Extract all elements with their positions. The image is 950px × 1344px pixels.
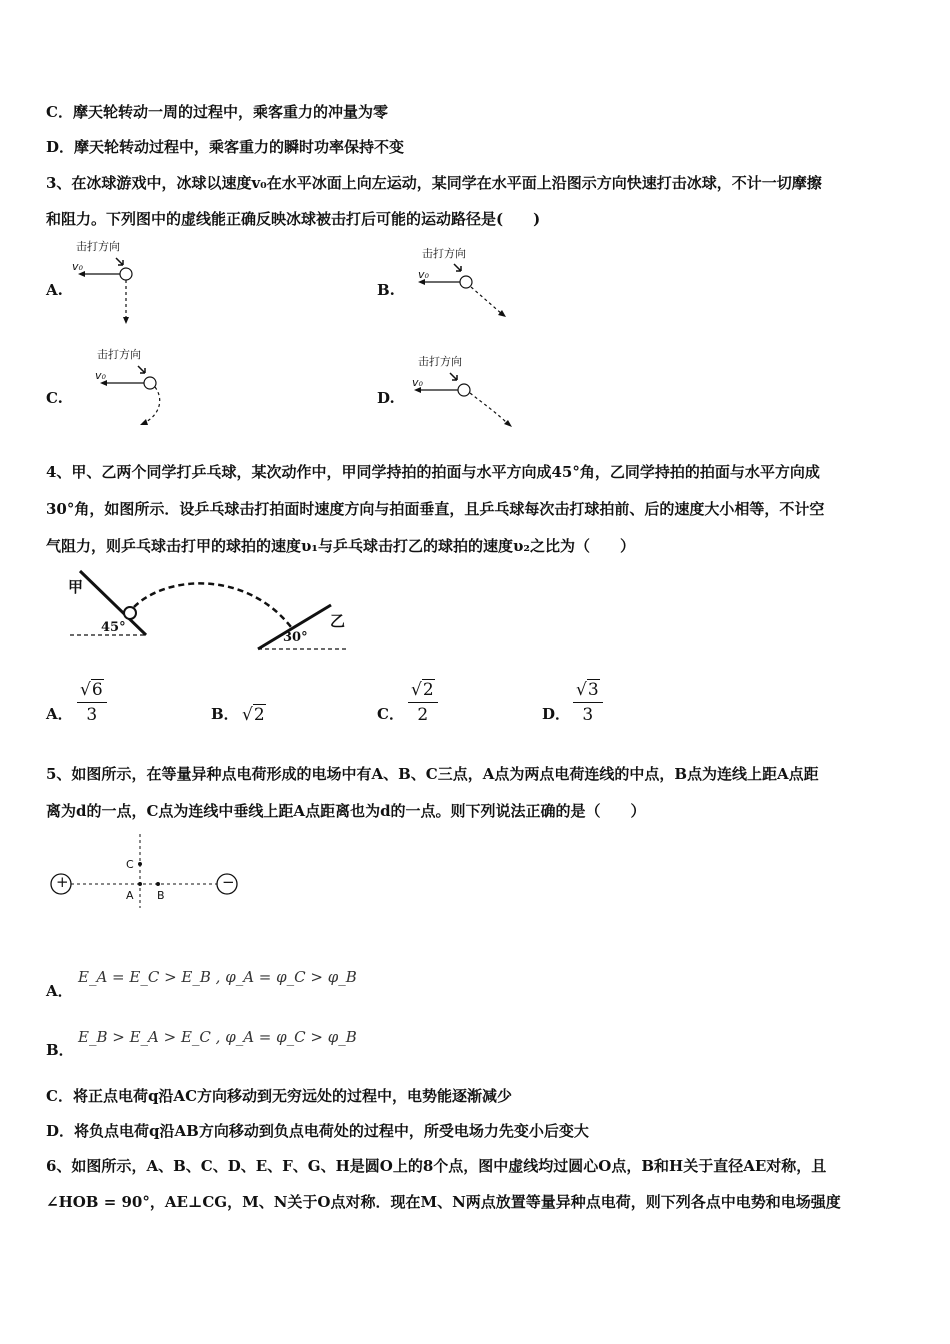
q4-option-c-den: 2 <box>417 705 429 725</box>
q5-charge-diagram <box>46 830 246 910</box>
q5-option-c: C．将正点电荷q沿AC方向移动到无穷远处的过程中，电势能逐渐减少 <box>46 1087 513 1105</box>
q2-option-d: D．摩天轮转动过程中，乘客重力的瞬时功率保持不变 <box>46 138 405 156</box>
q4-fig-45: 45° <box>101 620 126 635</box>
q4-option-c-num: 2 <box>422 680 434 700</box>
q4-fig-yi: 乙 <box>330 612 346 630</box>
q4-option-a-num: 6 <box>91 680 103 700</box>
q4-option-b-letter: B． <box>211 705 239 723</box>
q3-a-v0-label: v₀ <box>72 260 83 273</box>
q5-stem-line2: 离为d的一点，C点为连线中垂线上距A点距离也为d的一点。则下列说法正确的是（ ） <box>46 802 646 820</box>
q3-a-hit-label: 击打方向 <box>76 240 120 253</box>
q5-option-b-formula: E_B > E_A > E_C , φ_A = φ_C > φ_B <box>78 1028 357 1046</box>
q6-stem-line2: ∠HOB = 90°，AE⊥CG，M、N关于O点对称．现在M、N两点放置等量异种点电荷，则下列各点中电势和电场强度 <box>46 1193 841 1211</box>
q4-option-a-den: 3 <box>86 705 98 725</box>
q4-pingpong-diagram <box>66 565 351 655</box>
q4-option-a-letter: A． <box>46 705 73 723</box>
q4-option-d-den: 3 <box>582 705 594 725</box>
q2-option-c: C．摩天轮转动一周的过程中，乘客重力的冲量为零 <box>46 103 388 121</box>
q3-c-diagram <box>92 357 182 432</box>
q3-b-v0-label: v₀ <box>418 268 429 281</box>
q6-stem-line1: 6、如图所示，A、B、C、D、E、F、G、H是圆O上的8个点，图中虚线均过圆心O点，B和H关于直径AE对称，且 <box>46 1157 827 1175</box>
q3-b-hit-label: 击打方向 <box>422 247 466 260</box>
q4-stem-line1: 4、甲、乙两个同学打乒乓球，某次动作中，甲同学持拍的拍面与水平方向成45°角，乙同学持拍的拍面与水平方向成 <box>46 463 820 481</box>
q5-stem-line1: 5、如图所示，在等量异种点电荷形成的电场中有A、B、C三点，A点为两点电荷连线的中点，B点为连线上距A点距 <box>46 765 819 783</box>
q5-fig-a: A <box>126 889 134 902</box>
q3-option-a-label: A. <box>46 281 63 299</box>
q3-d-hit-label: 击打方向 <box>418 355 462 368</box>
q3-b-diagram <box>410 256 520 326</box>
q5-option-d: D．将负点电荷q沿AB方向移动到负点电荷处的过程中，所受电场力先变小后变大 <box>46 1122 589 1140</box>
q4-option-c-letter: C． <box>377 705 404 723</box>
q4-stem-line2: 30°角，如图所示．设乒乓球击打拍面时速度方向与拍面垂直，且乒乓球每次击打球拍前、后的速度大小相等，不计空 <box>46 500 825 518</box>
q4-option-d-num: 3 <box>587 680 599 700</box>
q4-option-b-value: √2 <box>242 705 265 725</box>
q3-c-v0-label: v₀ <box>95 369 106 382</box>
q4-stem-line3: 气阻力，则乒乓球击打甲的球拍的速度υ₁与乒乓球击打乙的球拍的速度υ₂之比为（ ） <box>46 537 635 555</box>
q3-a-diagram <box>70 248 160 328</box>
q4-fig-jia: 甲 <box>68 578 84 596</box>
q4-option-d-letter: D． <box>542 705 571 723</box>
q4-option-a-value: $\frac{√6}{3}$ <box>77 680 107 725</box>
q3-stem-line1: 3、在冰球游戏中，冰球以速度v₀在水平冰面上向左运动，某同学在水平面上沿图示方向快速打击冰球，不计一切摩擦 <box>46 174 822 192</box>
q3-option-d-label: D. <box>377 389 395 407</box>
q4-option-c-value: $\frac{√2}{2}$ <box>408 680 438 725</box>
q5-fig-plus: + <box>56 873 69 891</box>
q4-option-b-rad: 2 <box>253 705 265 725</box>
q4-fig-30: 30° <box>283 630 308 645</box>
q4-option-d-value: $\frac{√3}{3}$ <box>573 680 603 725</box>
q5-option-b-letter: B． <box>46 1041 74 1059</box>
q3-option-b-label: B. <box>377 281 395 299</box>
q5-option-a-formula: E_A = E_C > E_B , φ_A = φ_C > φ_B <box>78 968 357 986</box>
q3-d-v0-label: v₀ <box>412 376 423 389</box>
q3-option-c-label: C. <box>46 389 63 407</box>
q5-fig-c: C <box>126 858 134 871</box>
q3-d-diagram <box>406 364 526 432</box>
q3-c-hit-label: 击打方向 <box>97 348 141 361</box>
q5-fig-minus: − <box>222 873 235 891</box>
q3-stem-line2: 和阻力。下列图中的虚线能正确反映冰球被击打后可能的运动路径是( ) <box>46 210 541 228</box>
q5-option-a-letter: A． <box>46 982 73 1000</box>
q5-fig-b: B <box>157 889 165 902</box>
